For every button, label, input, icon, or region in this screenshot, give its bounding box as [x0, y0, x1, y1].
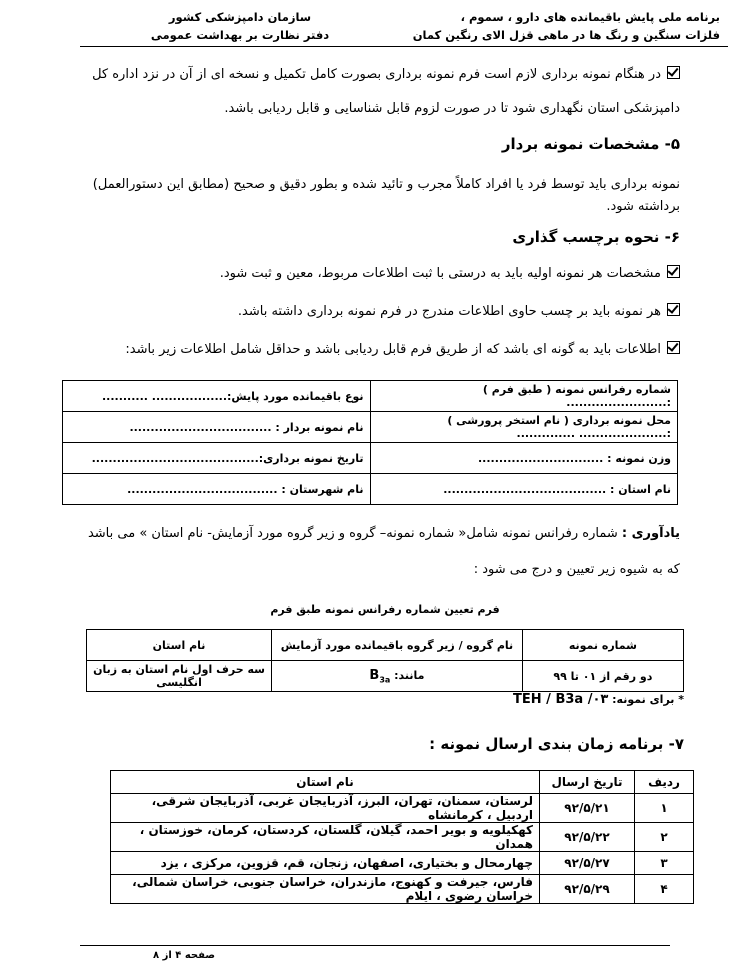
table-cell: سه حرف اول نام استان به زبان انگلیسی	[87, 661, 272, 692]
table-row	[63, 443, 678, 474]
header-left-line2: دفتر نظارت بر بهداشت عمومی	[150, 28, 330, 42]
table-row	[87, 661, 684, 692]
section7-title: ۷- برنامه زمان بندی ارسال نمونه :	[429, 735, 684, 753]
section6-item-2	[80, 302, 680, 322]
table-cell: نام شهرستان : ....................................	[63, 474, 371, 505]
send-date: ۹۲/۵/۲۹	[540, 875, 635, 904]
table-row	[111, 823, 694, 852]
province-names: لرستان، سمنان، تهران، البرز، آذربایجان غربی، آذربایجان شرقی، اردبیل ، کرمانشاه	[111, 794, 540, 823]
table-row	[63, 474, 678, 505]
table-row	[111, 852, 694, 875]
table-header-cell: ردیف	[635, 771, 694, 794]
example-code-sub: 3a	[379, 675, 391, 685]
section6-item-text: مشخصات هر نمونه اولیه باید به درستی با ثبت اطلاعات مربوط، معین و ثبت شود.	[219, 266, 661, 281]
checkbox-icon	[667, 265, 680, 278]
table-row	[111, 794, 694, 823]
table-header-cell: تاریخ ارسال	[540, 771, 635, 794]
section6-item-text: اطلاعات باید به گونه ای باشد که از طریق فرم قابل ردیابی باشد و حداقل شامل اطلاعات زیر باشد:	[125, 342, 661, 357]
section6-item-text: هر نمونه باید بر چسب حاوی اطلاعات مندرج در فرم نمونه برداری داشته باشد.	[237, 304, 661, 319]
example-note-prefix: * برای نمونه:	[608, 693, 684, 706]
header-organization	[90, 8, 390, 44]
table-row	[63, 412, 678, 443]
table-cell: نام استان : .......................................	[370, 474, 678, 505]
reminder-paragraph	[78, 516, 680, 588]
send-date: ۹۲/۵/۲۷	[540, 852, 635, 875]
send-date: ۹۲/۵/۲۲	[540, 823, 635, 852]
section5-title: ۵- مشخصات نمونه بردار	[501, 135, 680, 153]
table-header-cell: شماره نمونه	[522, 630, 683, 661]
table-cell: دو رقم از ۰۱ تا ۹۹	[522, 661, 683, 692]
intro-paragraph	[80, 58, 680, 126]
table-cell: وزن نمونه : ..............................	[370, 443, 678, 474]
row-number: ۲	[635, 823, 694, 852]
reminder-label: یادآوری :	[621, 526, 680, 541]
example-prefix: مانند:	[390, 668, 425, 682]
table-header-row	[111, 771, 694, 794]
footer-divider	[80, 945, 670, 946]
schedule-table	[110, 770, 694, 904]
header-program-title	[390, 8, 720, 44]
header-right-line1: برنامه ملی پایش باقیمانده های دارو ، سموم ،	[460, 10, 720, 24]
row-number: ۱	[635, 794, 694, 823]
table-header-cell: نام گروه / زیر گروه باقیمانده مورد آزمایش	[272, 630, 523, 661]
table-header-row	[87, 630, 684, 661]
table-header-cell: نام استان	[87, 630, 272, 661]
checkbox-icon	[667, 303, 680, 316]
table-row	[111, 875, 694, 904]
header-divider	[80, 46, 728, 47]
section6-item-1	[80, 264, 680, 284]
table-header-cell: نام استان	[111, 771, 540, 794]
example-note-value: TEH / B3a /۰۳	[513, 692, 609, 707]
table-cell: نوع باقیمانده مورد پایش:.................. ...........	[63, 381, 371, 412]
example-code	[369, 668, 390, 683]
send-date: ۹۲/۵/۲۱	[540, 794, 635, 823]
intro-text: در هنگام نمونه برداری لازم است فرم نمونه برداری بصورت کامل تکمیل و نسخه ای از آن در نزد اداره کل دامپزشکی استان نگهداری شود تا در صورت لزوم قابل شناسایی و قابل ردیابی باشد.	[92, 67, 680, 116]
table-cell: محل نمونه برداری ( نام استخر پرورشی ) :..................... ..............	[370, 412, 678, 443]
page-number: صفحه ۴ از ۸	[153, 950, 215, 961]
ref-form-table	[86, 629, 684, 692]
reminder-text: شماره رفرانس نمونه شامل« شماره نمونه– گروه و زیر گروه مورد آزمایش- نام استان » می باشد که به شیوه زیر تعیین و درج می شود :	[87, 526, 680, 577]
province-names: کهکیلویه و بویر احمد، گیلان، گلستان، کردستان، کرمان، خوزستان ، همدان	[111, 823, 540, 852]
table-cell: نام نمونه بردار : ..................................	[63, 412, 371, 443]
section6-item-3	[80, 340, 680, 360]
province-names: چهارمحال و بختیاری، اصفهان، زنجان، قم، قزوین، مرکزی ، یزد	[111, 852, 540, 875]
header-left-line1: سازمان دامپزشکی کشور	[168, 10, 312, 24]
example-code-letter: B	[369, 667, 380, 683]
checkbox-icon	[667, 341, 680, 354]
province-names: فارس، جیرفت و کهنوج، مازندران، خراسان جنوبی، خراسان شمالی، خراسان رضوی ، ایلام	[111, 875, 540, 904]
table-cell: تاریخ نمونه برداری:........................................	[63, 443, 371, 474]
section6-title: ۶- نحوه برچسب گذاری	[512, 228, 680, 246]
ref-form-title: فرم تعیین شماره رفرانس نمونه طبق فرم	[270, 603, 500, 616]
table-cell: شماره رفرانس نمونه ( طبق فرم ) :........................	[370, 381, 678, 412]
checkbox-icon	[667, 66, 680, 79]
example-note	[513, 692, 684, 707]
row-number: ۳	[635, 852, 694, 875]
label-info-table	[62, 380, 678, 505]
table-cell	[272, 661, 523, 692]
row-number: ۴	[635, 875, 694, 904]
section5-text: نمونه برداری باید توسط فرد یا افراد کاملاً مجرب و تائید شده و بطور دقیق و صحیح (مطابق این دستورالعمل) برداشته شود.	[92, 177, 680, 214]
table-row	[63, 381, 678, 412]
header-right-line2: فلزات سنگین و رنگ ها در ماهی قزل الای رنگین کمان	[412, 28, 720, 42]
